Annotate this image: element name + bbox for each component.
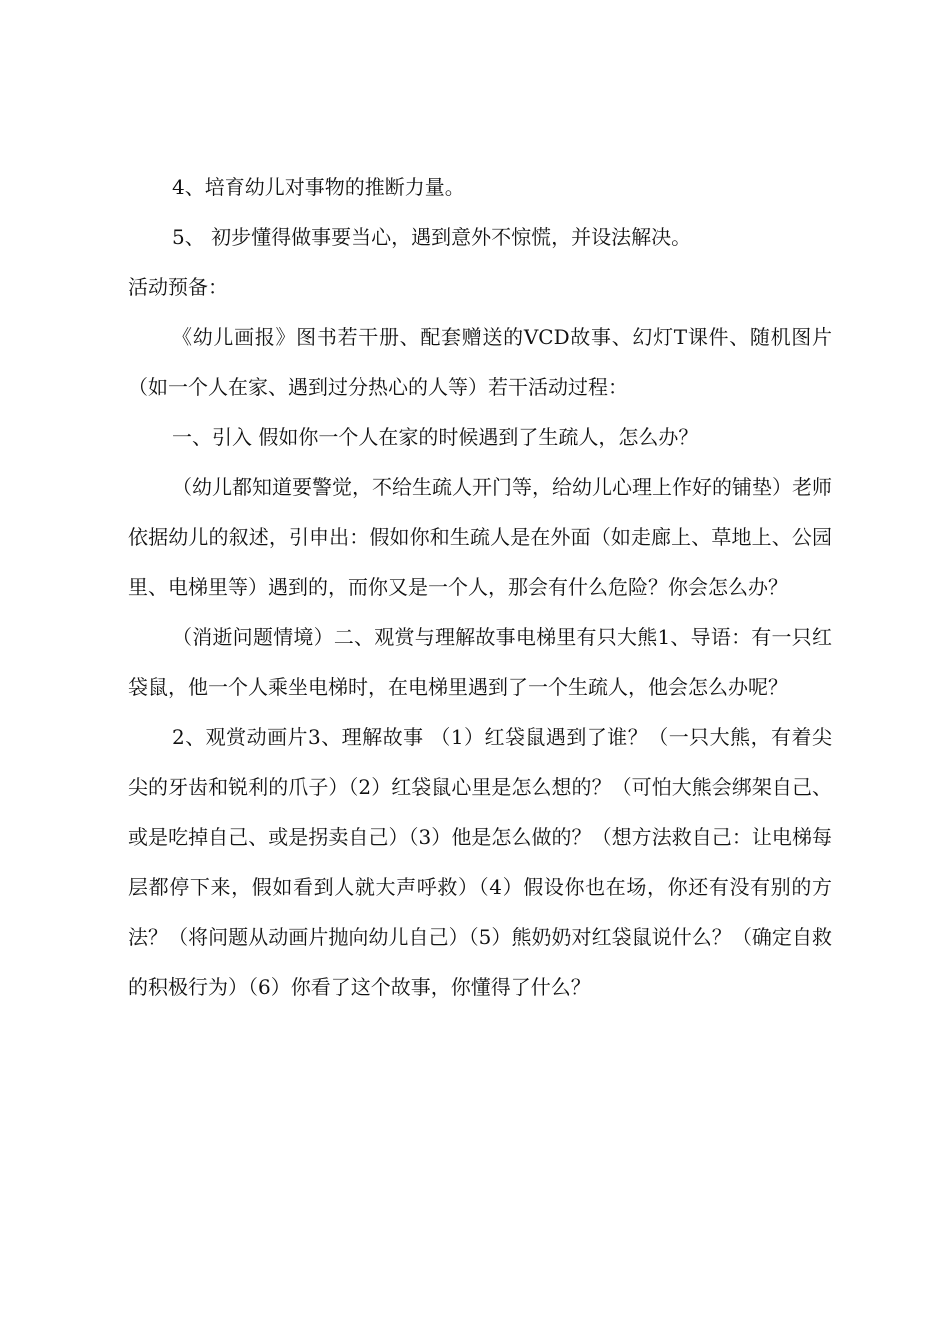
section-heading-preparation: 活动预备： — [128, 275, 228, 299]
paragraph-story-questions: 2、观赏动画片3、理解故事 （1）红袋鼠遇到了谁？（一只大熊，有着尖尖的牙齿和锐利的爪子）（2）红袋鼠心里是怎么想的？（可怕大熊会绑架自己、或是吃掉自己、或是拐卖自己）（3）他是怎么做的？（想方法救自己：让电梯每层都停下来，假如看到人就大声呼救）（4）假设你也在场，你还有没有别的方法？（将问题从动画片抛向幼儿自己）（5）熊奶奶对红袋鼠说什么？（确定自救的积极行为）（6）你看了这个故事，你懂得了什么？ — [128, 725, 832, 999]
paragraph-materials: 《幼儿画报》图书若干册、配套赠送的VCD故事、幻灯T课件、随机图片（如一个人在家、遇到过分热心的人等）若干活动过程： — [128, 325, 832, 399]
paragraph-goal-4: 4、培育幼儿对事物的推断力量。 — [172, 175, 465, 199]
paragraph-goal-5: 5、 初步懂得做事要当心，遇到意外不惊慌，并设法解决。 — [172, 225, 692, 249]
paragraph-introduction: 一、引入 假如你一个人在家的时候遇到了生疏人，怎么办？ — [172, 425, 699, 449]
paragraph-story-lead: （消逝问题情境）二、观赏与理解故事电梯里有只大熊1、导语：有一只红袋鼠，他一个人乘坐电梯时，在电梯里遇到了一个生疏人，他会怎么办呢？ — [128, 625, 832, 699]
document-body — [128, 162, 832, 1012]
paragraph-discussion: （幼儿都知道要警觉，不给生疏人开门等，给幼儿心理上作好的铺垫）老师依据幼儿的叙述，引申出：假如你和生疏人是在外面（如走廊上、草地上、公园里、电梯里等）遇到的，而你又是一个人，那会有什么危险？你会怎么办？ — [128, 475, 832, 599]
